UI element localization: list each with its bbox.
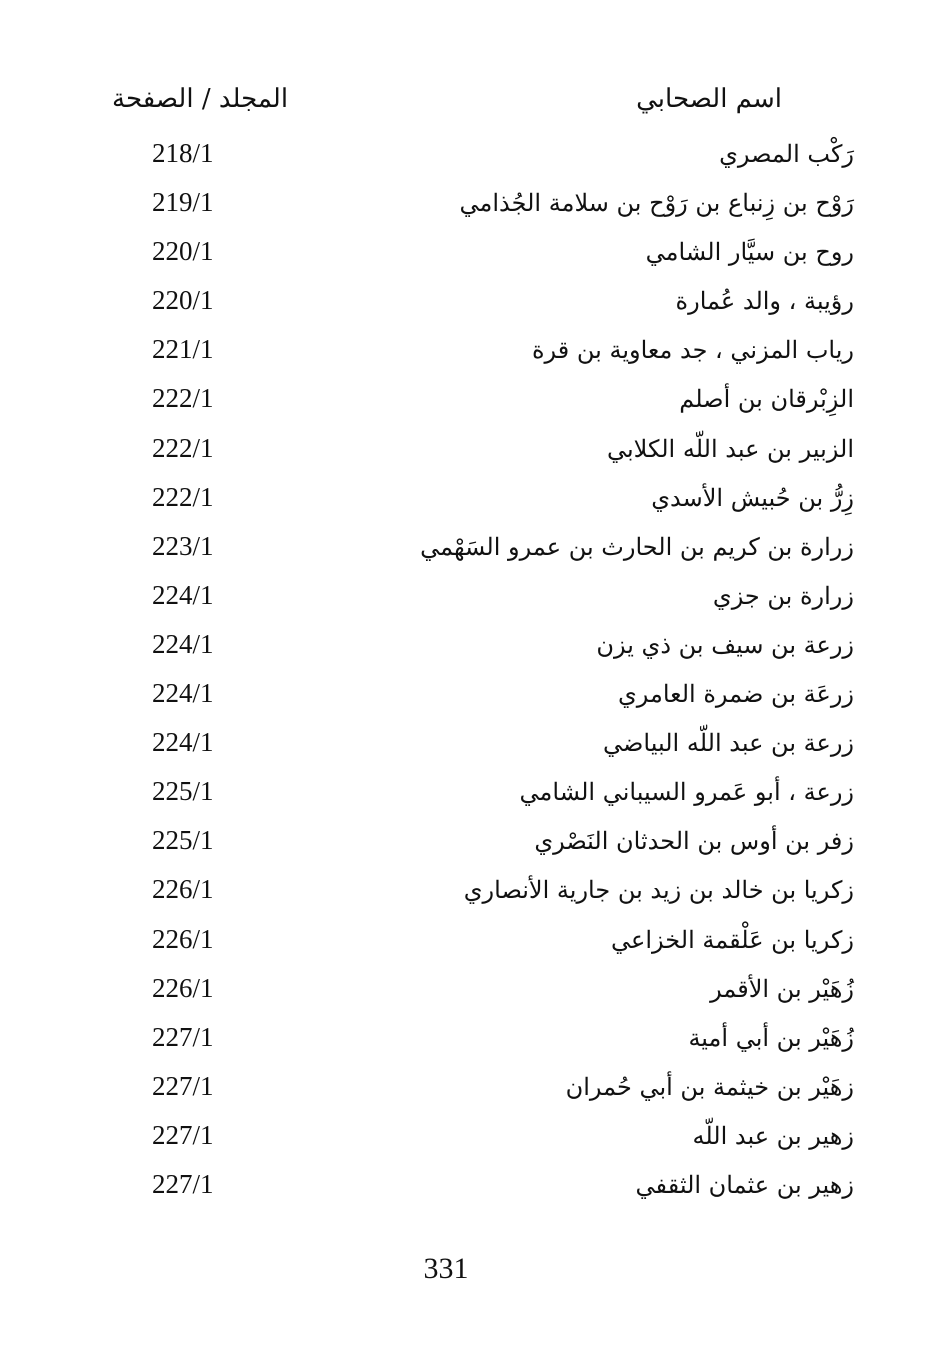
volume-page-ref: 226/1 [152, 972, 214, 1003]
list-item [0, 1169, 932, 1218]
volume-page-ref: 227/1 [152, 1021, 214, 1052]
volume-page-ref: 222/1 [152, 432, 214, 463]
list-item [0, 580, 932, 629]
volume-page-ref: 222/1 [152, 383, 214, 414]
volume-page-ref: 227/1 [152, 1168, 214, 1199]
companion-name: زهَيْر بن خيثمة بن أبي حُمران [565, 1072, 854, 1101]
volume-page-ref: 224/1 [152, 678, 214, 709]
companion-name: زِرُّ بن حُبيش الأسدي [651, 483, 854, 512]
companion-name: الزِبْرقان بن أصلم [679, 385, 854, 414]
companion-name: زهير بن عبد اللّه [692, 1121, 854, 1150]
page-number: 331 [423, 1252, 469, 1285]
companion-name: زُهَيْر بن أبي أمية [688, 1023, 854, 1052]
companion-name: زرعة بن عبد اللّه البياضي [603, 729, 854, 758]
companion-name: زرعة ، أبو عَمرو السيباني الشامي [519, 778, 854, 807]
companion-name: زفر بن أوس بن الحدثان النَصْري [534, 827, 854, 856]
volume-page-ref: 225/1 [152, 776, 214, 807]
volume-page-ref: 227/1 [152, 1119, 214, 1150]
list-item [0, 138, 932, 187]
volume-page-ref: 219/1 [152, 187, 214, 218]
list-item [0, 776, 932, 825]
volume-page-ref: 218/1 [152, 138, 214, 168]
volume-page-ref: 220/1 [152, 236, 214, 267]
volume-page-ref: 223/1 [152, 530, 214, 561]
companion-name: روح بن سيَّار الشامي [645, 238, 854, 267]
volume-page-ref: 227/1 [152, 1070, 214, 1101]
volume-page-ref: 221/1 [152, 334, 214, 365]
companion-name: رياب المزني ، جد معاوية بن قرة [531, 336, 854, 365]
list-item [0, 629, 932, 678]
list-item [0, 285, 932, 334]
volume-page-column-header: المجلد / الصفحة [112, 84, 289, 114]
companion-name: زرعَة بن ضمرة العامري [617, 680, 854, 709]
list-item [0, 334, 932, 383]
volume-page-ref: 226/1 [152, 923, 214, 954]
companion-name: زكريا بن خالد بن زيد بن جارية الأنصاري [463, 876, 854, 905]
companion-name: رؤيبة ، والد عُمارة [675, 287, 854, 316]
companion-name-column-header: اسم الصحابي [636, 84, 782, 114]
list-item [0, 482, 932, 531]
list-item [0, 825, 932, 874]
volume-page-ref: 225/1 [152, 825, 214, 856]
volume-page-ref: 222/1 [152, 481, 214, 512]
list-item [0, 1120, 932, 1169]
list-item [0, 187, 932, 236]
list-item [0, 727, 932, 776]
volume-page-ref: 220/1 [152, 285, 214, 316]
list-item [0, 383, 932, 432]
companion-name: رَكْب المصري [719, 140, 854, 168]
volume-page-ref: 224/1 [152, 727, 214, 758]
volume-page-ref: 224/1 [152, 579, 214, 610]
companion-name: زرعة بن سيف بن ذي يزن [596, 630, 854, 659]
list-item [0, 433, 932, 482]
companion-name: زهير بن عثمان الثقفي [635, 1170, 854, 1199]
companion-name: زُهَيْر بن الأقمر [710, 974, 854, 1003]
list-item [0, 924, 932, 973]
list-item [0, 678, 932, 727]
list-item [0, 973, 932, 1022]
volume-page-ref: 224/1 [152, 628, 214, 659]
table-header [0, 84, 932, 124]
companion-name: رَوْح بن زِنباع بن رَوْح بن سلامة الجُذامي [459, 189, 854, 218]
list-item [0, 531, 932, 580]
companion-name: الزبير بن عبد اللّه الكلابي [606, 434, 854, 463]
companion-name: زرارة بن كريم بن الحارث بن عمرو السَهْمي [420, 532, 854, 561]
companion-index-list [0, 138, 932, 1218]
companion-name: زكريا بن عَلْقمة الخزاعي [611, 925, 854, 954]
list-item [0, 1022, 932, 1071]
volume-page-ref: 226/1 [152, 874, 214, 905]
list-item [0, 874, 932, 923]
list-item [0, 236, 932, 285]
companion-name: زرارة بن جزي [712, 581, 854, 610]
list-item [0, 1071, 932, 1120]
